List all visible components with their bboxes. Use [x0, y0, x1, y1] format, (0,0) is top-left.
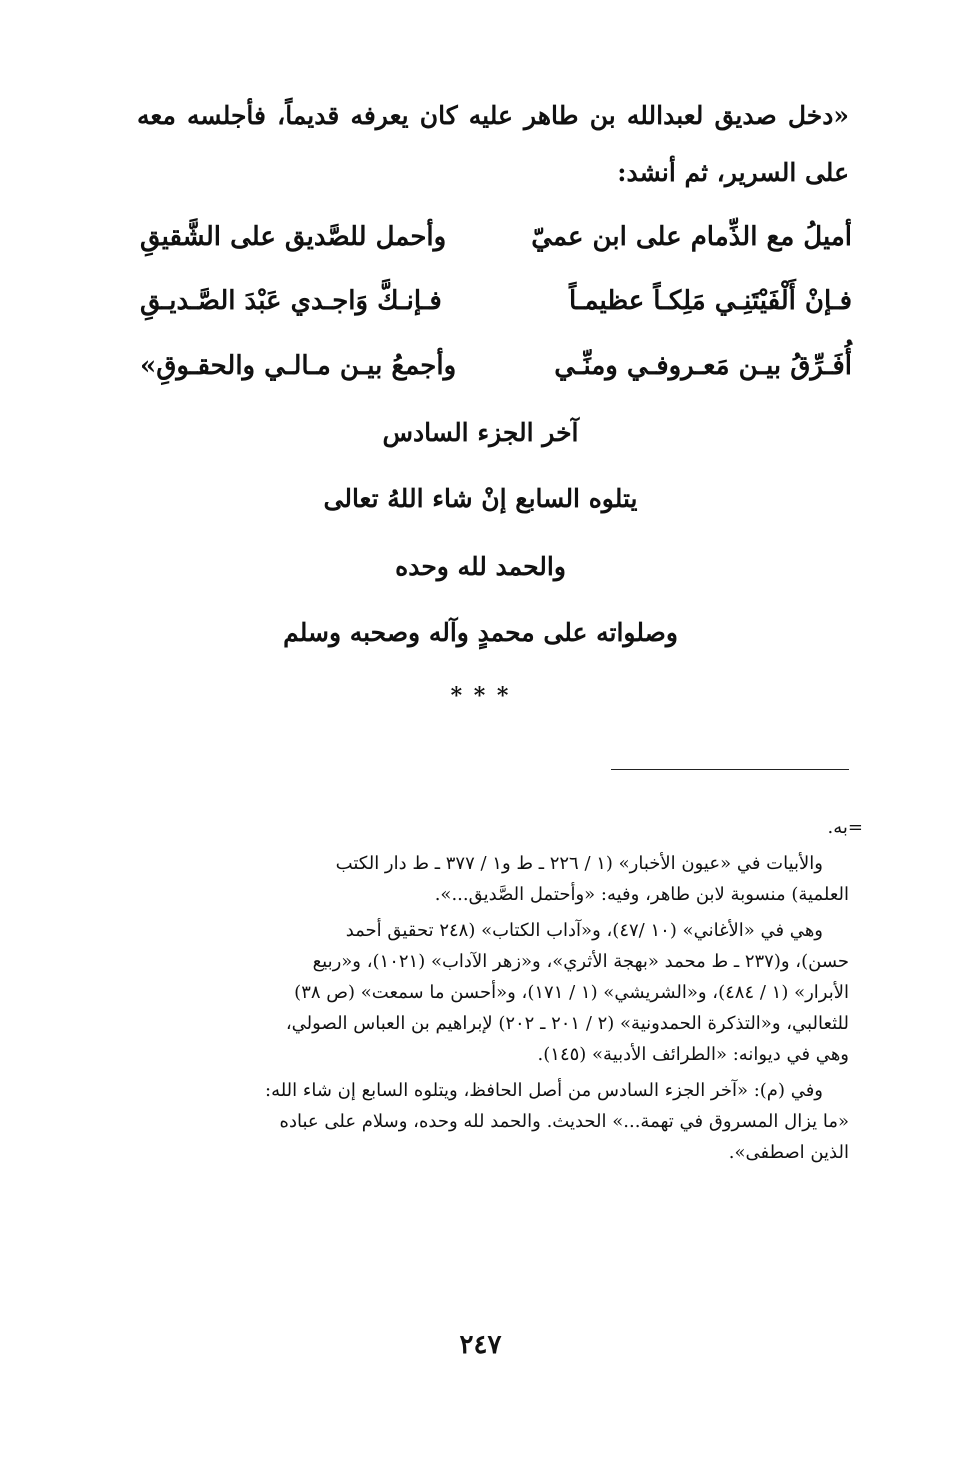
verse-1-first-hemistich: أميلُ مع الذِّمام على ابن عميّ [531, 222, 852, 252]
salutation-line: وصلواته على محمدٍ وآله وصحبه وسلم [283, 618, 678, 647]
footnote-3-line-3: الذين اصطفى». [728, 1142, 849, 1163]
footnote-3-line-1: وفي (م): «آخر الجزء السادس من أصل الحافظ، ويتلوه السابع إن شاء الله: [265, 1080, 823, 1101]
verse-3-first-hemistich: أُفَـرِّقُ بيـن مَعـروفـي ومنِّـي [554, 351, 852, 381]
intro-line-2: على السرير، ثم أنشد: [617, 158, 849, 187]
footnote-1-line-1: والأبيات في «عيون الأخبار» (١ / ٢٢٦ ـ ط و١ / ٣٧٧ ـ ط دار الكتب [335, 853, 823, 874]
footnote-1-line-2: العلمية) منسوبة لابن طاهر، وفيه: «وأحتمل الصَّديق...». [434, 884, 849, 905]
verse-2-second-hemistich: فـإنـكَّ وَاجـدي عَبْدَ الصَّـديـقِ [140, 286, 442, 316]
footnote-2-line-4: للثعالبي، و«التذكرة الحمدونية» (٢ / ٢٠١ ـ ٢٠٢) لإبراهيم بن العباس الصولي، [285, 1013, 849, 1034]
verse-2 [140, 286, 852, 344]
section-stars: * * * [450, 683, 511, 709]
verse-1-second-hemistich: وأحمل للصَّديق على الشَّقيقِ [140, 222, 447, 252]
verse-3 [140, 351, 852, 409]
footnote-separator [611, 769, 849, 770]
next-part-note: يتلوه السابع إنْ شاء اللهُ تعالى [323, 484, 638, 513]
footnote-3-line-2: «ما يزال المسروق في تهمة...» الحديث. والحمد لله وحده، وسلام على عباده [279, 1111, 849, 1132]
verse-2-first-hemistich: فـإنْ أَلْفَيْتَنِـي مَلِكـاً عظيمـاً [568, 286, 852, 316]
page-number: ٢٤٧ [459, 1330, 502, 1360]
intro-line-1: «دخل صديق لعبدالله بن طاهر عليه كان يعرفه قديماً، فأجلسه معه [137, 101, 849, 130]
footnote-2-line-2: حسن)، و(٢٣٧ ـ ط محمد «بهجة الأثري»، و«زهر الآداب» (١٠٢١)، و«ربيع [312, 951, 849, 972]
intro-paragraph [137, 98, 849, 191]
footnote-2-line-3: الأبرار» (١ / ٤٨٤)، و«الشريشي» (١ / ١٧١)، و«أحسن ما سمعت» (ص ٣٨) [294, 982, 849, 1003]
praise-line: والحمد لله وحده [395, 552, 566, 581]
footnotes [137, 812, 863, 1168]
footnote-2-line-5: وهي في ديوانه: «الطرائف الأدبية» (١٤٥). [537, 1044, 849, 1065]
end-of-part-heading: آخر الجزء السادس [382, 418, 579, 447]
verse-3-second-hemistich: وأجمعُ بيـن مـالـي والحقـوقِ» [140, 351, 457, 381]
footnote-2-line-1: وهي في «الأغاني» (١٠ /٤٧)، و«آداب الكتاب» (٢٤٨ تحقيق أحمد [345, 920, 823, 941]
footnote-continuation: =به. [827, 817, 863, 838]
verse-1 [140, 222, 852, 280]
